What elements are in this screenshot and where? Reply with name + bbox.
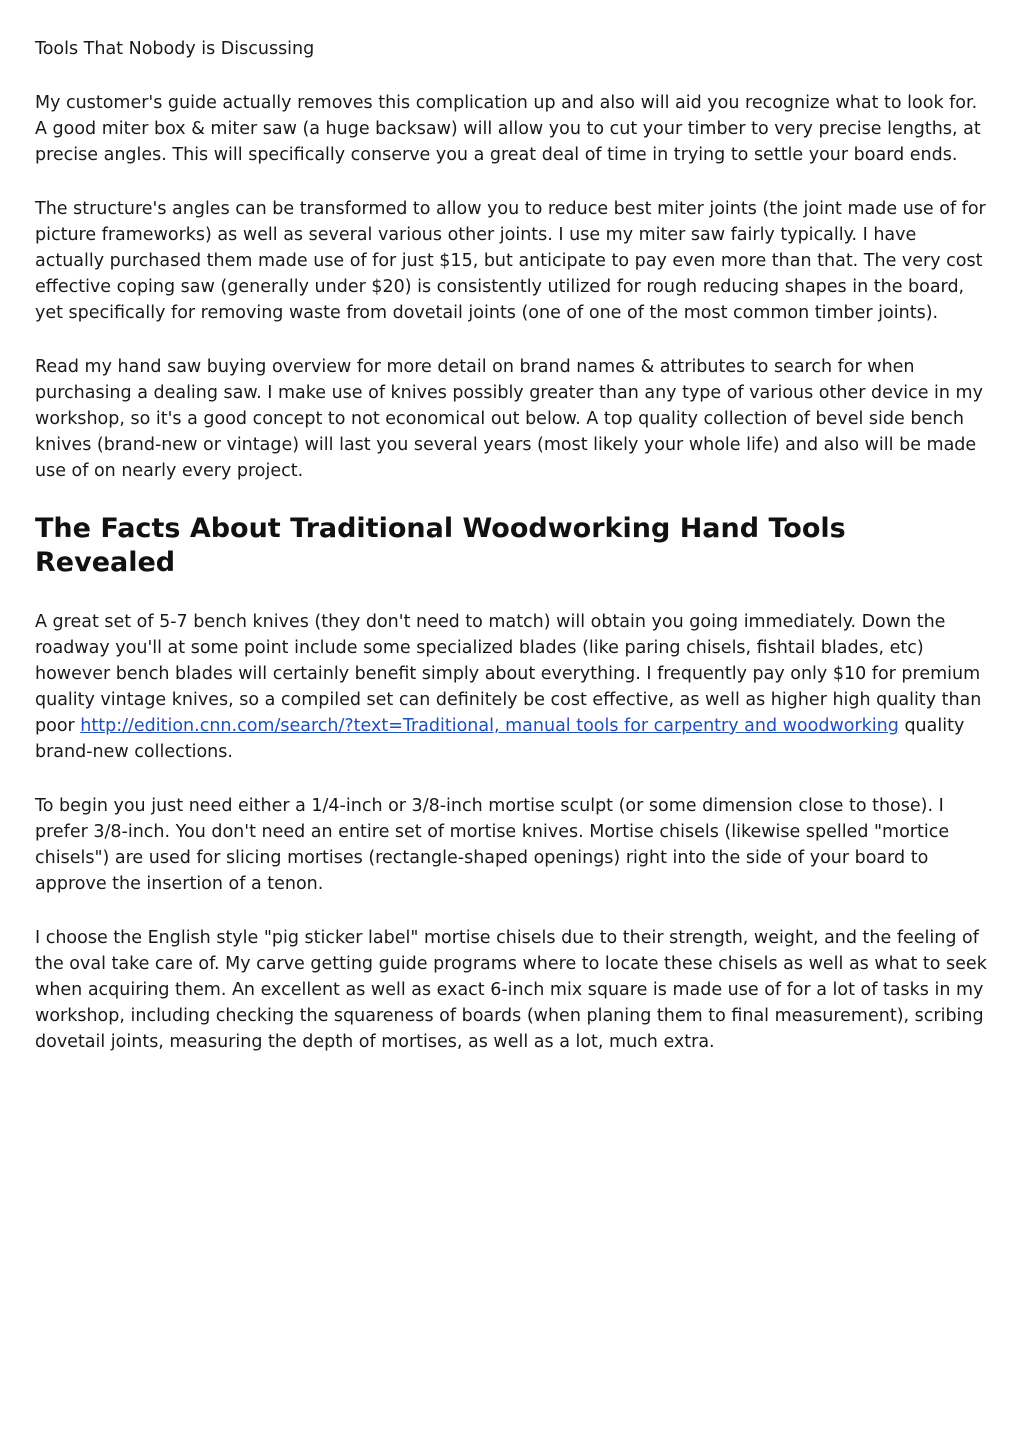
paragraph-miter-box: My customer's guide actually removes this complication up and also will aid you recognize what to look for. A good miter box & miter saw (a huge backsaw) will allow you to cut your timber to very precise lengths, at precise angles. This will specifically conserve you a great deal of time in trying to settle your board ends.	[35, 93, 981, 165]
paragraph-bench-knives-text: A great set of 5-7 bench knives (they don't need to match) will obtain you going immediately. Down the roadway you'll at some point include some specialized blades (like paring chisels, fishtail blades, etc) however bench blades will certainly benefit simply about everything. I frequently pay only $10 for premium quality vintage knives, so a compiled set can definitely be cost effective, as well as higher high quality than poor	[35, 612, 982, 736]
paragraph-mortise-sculpt: To begin you just need either a 1/4-inch or 3/8-inch mortise sculpt (or some dimension close to those). I prefer 3/8-inch. You don't need an entire set of mortise knives. Mortise chisels (likewise spelled "mortice chisels") are used for slicing mortises (rectangle-shaped openings) right into the side of your board to approve the insertion of a tenon.	[35, 796, 950, 894]
paragraph-bench-knives-tail: quality brand-new collections.	[35, 716, 965, 762]
cnn-search-link[interactable]: http://edition.cnn.com/search/?text=Traditional, manual tools for carpentry and woodworking	[80, 716, 899, 736]
paragraph-pig-sticker: I choose the English style "pig sticker label" mortise chisels due to their strength, weight, and the feeling of the oval take care of. My carve getting guide programs where to locate these chisels as well as what to seek when acquiring them. An excellent as well as exact 6-inch mix square is made use of for a lot of tasks in my workshop, including checking the squareness of boards (when planing them to final measurement), scribing dovetail joints, measuring the depth of mortises, as well as a lot, much extra.	[35, 928, 987, 1052]
paragraph-bench-knives	[35, 609, 989, 765]
paragraph-miter-saw: The structure's angles can be transformed to allow you to reduce best miter joints (the joint made use of for picture frameworks) as well as several various other joints. I use my miter saw fairly typically. I have actually purchased them made use of for just $15, but anticipate to pay even more than that. The very cost effective coping saw (generally under $20) is consistently utilized for rough reducing shapes in the board, yet specifically for removing waste from dovetail joints (one of one of the most common timber joints).	[35, 199, 986, 323]
section-heading: The Facts About Traditional Woodworking Hand Tools Revealed	[35, 513, 846, 578]
document-title: Tools That Nobody is Discussing	[35, 39, 315, 59]
document-page	[35, 36, 989, 1083]
paragraph-hand-saw: Read my hand saw buying overview for more detail on brand names & attributes to search for when purchasing a dealing saw. I make use of knives possibly greater than any type of various other device in my workshop, so it's a good concept to not economical out below. A top quality collection of bevel side bench knives (brand-new or vintage) will last you several years (most likely your whole life) and also will be made use of on nearly every project.	[35, 357, 983, 481]
